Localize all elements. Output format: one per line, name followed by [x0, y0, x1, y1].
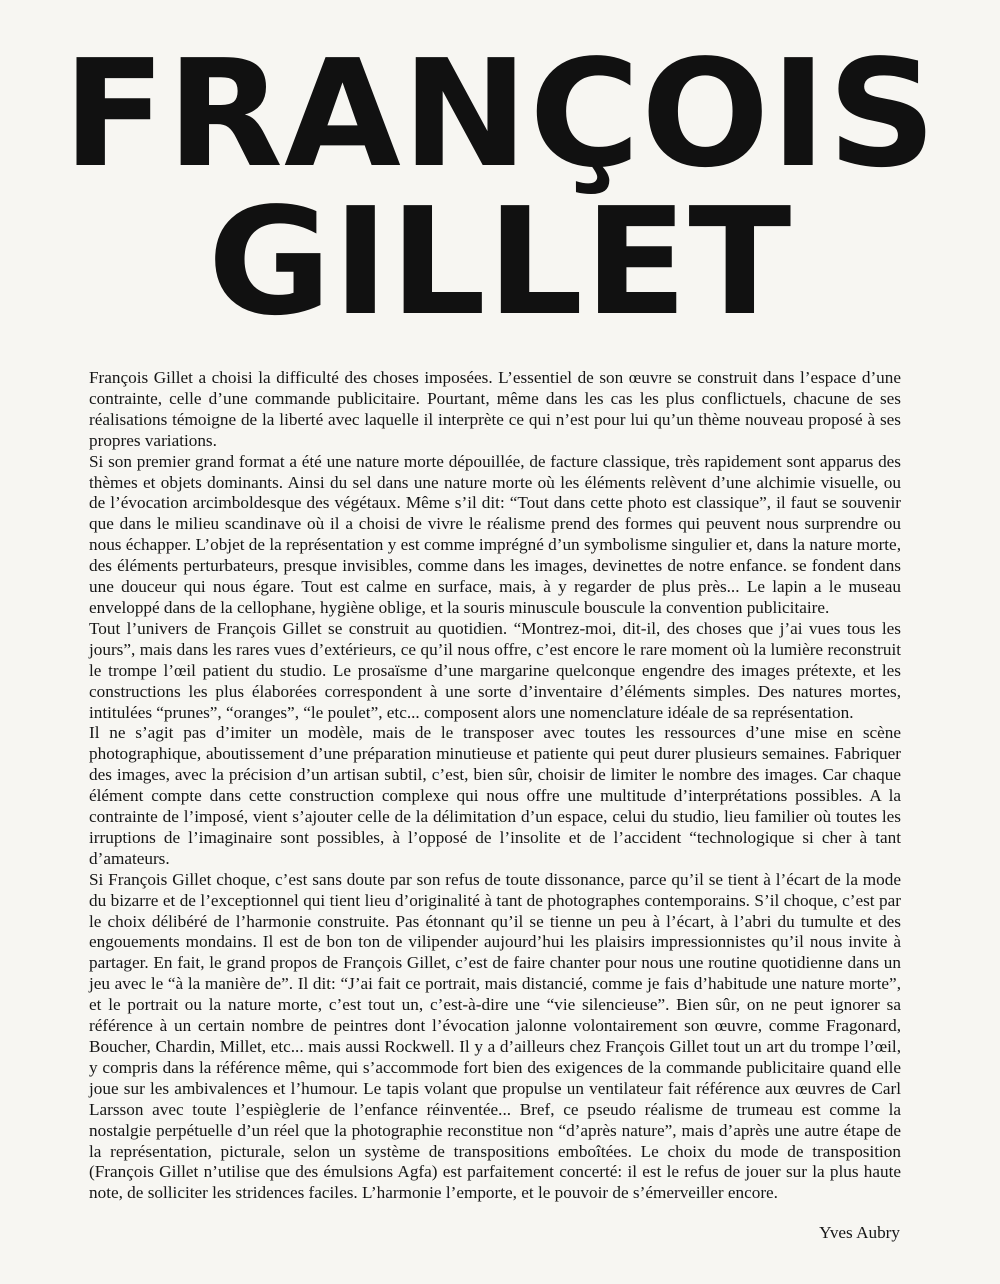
article-paragraph-4: Il ne s’agit pas d’imiter un modèle, mais de le transposer avec toutes les ressources d’une mise en scène photographique, aboutissement d’une préparation minutieuse et patiente qui peut durer plusieurs semaines. Fabriquer des images, avec la précision d’un artisan subtil, c’est, bien sûr, choisir de limiter le nombre des images. Car chaque élément compte dans cette construction complexe qui nous offre une multitude d’interprétations possibles. A la contrainte de l’imposé, vient s’ajouter celle de la délimitation d’un espace, celui du studio, lieu familier où toutes les irruptions de l’imaginaire sont possibles, à l’opposé de l’insolite et de l’accident “technologique si cher à tant d’amateurs.	[89, 723, 901, 868]
title-first-name: FRANÇOIS	[62, 28, 938, 200]
title-last-name: GILLET	[207, 176, 793, 348]
article-paragraph-1: François Gillet a choisi la difficulté des choses imposées. L’essentiel de son œuvre se construit dans l’espace d’une contrainte, celle d’une commande publicitaire. Pourtant, même dans les cas les plus conflictuels, chacune de ses réalisations témoigne de la liberté avec laquelle il interprète ce qui n’est pour lui qu’un thème nouveau proposé à ses propres variations.	[89, 368, 901, 450]
article-paragraph-3: Tout l’univers de François Gillet se construit au quotidien. “Montrez-moi, dit-il, des choses que j’ai vues tous les jours”, mais dans les rares vues d’extérieurs, ce qu’il nous offre, c’est encore le rare moment où la lumière reconstruit le trompe l’œil patient du studio. Le prosaïsme d’une margarine quelconque engendre des images prétexte, et les constructions les plus élaborées correspondent à une sorte d’inventaire d’éléments simples. Des natures mortes, intitulées “prunes”, “oranges”, “le poulet”, etc... composent alors une nomenclature idéale de sa représentation.	[89, 618, 901, 722]
article-paragraph-5: Si François Gillet choque, c’est sans doute par son refus de toute dissonance, parce qu’il se tient à l’écart de la mode du bizarre et de l’exceptionnel qui tient lieu d’originalité à tant de photographes contemporains. S’il choque, c’est par le choix délibéré de l’harmonie construite. Pas étonnant qu’il se tienne un peu à l’écart, à l’abri du tumulte et des engouements mondains. Il est de bon ton de vilipender aujourd’hui les plaisirs impressionnistes qu’il nous invite à partager. En fait, le grand propos de François Gillet, c’est de faire chanter pour nous une routine quotidienne dans un jeu avec le “à la manière de”. Il dit: “J’ai fait ce portrait, mais distancié, comme je fais d’habitude une nature morte”, et le portrait ou la nature morte, c’est tout un, c’est-à-dire une “vie silencieuse”. Bien sûr, on ne peut ignorer sa référence à un certain nombre de peintres dont l’évocation jalonne volontairement son œuvre, comme Fragonard, Boucher, Chardin, Millet, etc... mais aussi Rockwell. Il y a d’ailleurs chez François Gillet tout un art du trompe l’œil, y compris dans la référence même, qui s’accommode fort bien des exigences de la commande publicitaire quand elle joue sur les ambivalences et l’humour. Le tapis volant que propulse un ventilateur fait référence aux œuvres de Carl Larsson avec toute l’espièglerie de l’enfance réinventée... Bref, ce pseudo réalisme de trumeau est comme la nostalgie perpétuelle d’un réel que la photographie reconstitue non “d’après nature”, mais d’après une autre étape de la représentation, picturale, selon un système de transpositions emboîtées. Le choix du mode de transposition (François Gillet n’utilise que des émulsions Agfa) est parfaitement concerté: il est le refus de jouer sur la plus haute note, de solliciter les stridences faciles. L’harmonie l’emporte, et le pouvoir de s’émerveiller encore.	[89, 869, 901, 1203]
author-signature: Yves Aubry	[819, 1223, 900, 1242]
article-body	[89, 368, 901, 1204]
article-paragraph-2: Si son premier grand format a été une nature morte dépouillée, de facture classique, très rapidement sont apparus des thèmes et objets dominants. Ainsi du sel dans une nature morte où les éléments relèvent d’une alchimie visuelle, ou de l’évocation arcimboldesque des végétaux. Même s’il dit: “Tout dans cette photo est classique”, il faut se souvenir que dans le milieu scandinave où il a choisi de vivre le réalisme prend des formes qui peuvent nous surprendre ou nous échapper. L’objet de la représentation y est comme imprégné d’un symbolisme singulier et, dans la nature morte, des éléments perturbateurs, presque invisibles, comme dans les images, devinettes de notre enfance. se fondent dans une douceur qui nous égare. Tout est calme en surface, mais, à y regarder de plus près... Le lapin a le museau enveloppé dans de la cellophane, hygiène oblige, et la souris minuscule bouscule la convention publicitaire.	[89, 451, 901, 617]
